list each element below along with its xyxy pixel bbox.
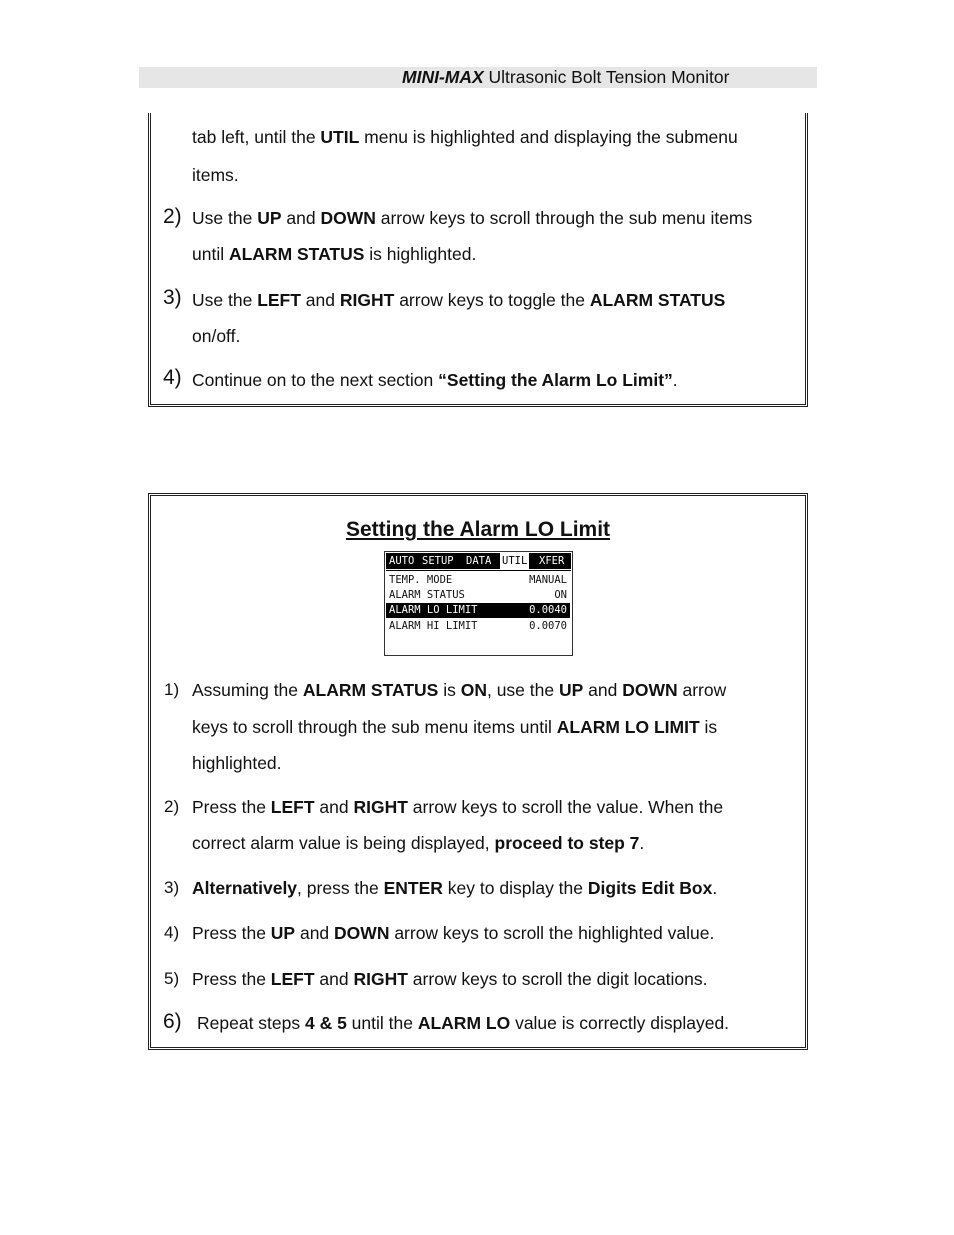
text: is [699,717,718,737]
menu-row-value: MANUAL [529,574,567,586]
text-bold: Digits Edit Box [587,878,713,898]
text: and [295,923,335,943]
tab-xfer: XFER [539,555,565,567]
text-bold: proceed to step 7 [494,833,640,853]
text: items. [192,165,239,185]
box1-line-util [192,126,738,148]
menu-row-highlighted [386,603,570,618]
text: and [583,680,623,700]
tab-util: UTIL [502,555,528,567]
text-bold: UP [257,208,282,228]
text: correct alarm value is being displayed, [192,833,495,853]
menu-row [386,619,570,634]
text-bold: ALARM LO LIMIT [556,717,700,737]
text: arrow keys to scroll through the sub menu items [375,208,753,228]
box2-step2-line1 [192,796,723,818]
box2-step1-line3 [192,752,282,774]
menu-row-value: 0.0040 [529,604,567,616]
step-number: 2) [164,797,180,816]
box2-step3-line1 [192,877,717,899]
text: and [314,969,354,989]
menu-row-label: TEMP. MODE [389,574,453,586]
text: and [300,290,340,310]
text-bold: 4 & 5 [304,1013,347,1033]
menu-tab-bar [386,553,571,569]
text: Use the [192,208,258,228]
box1-step4-line1 [192,369,678,391]
text: Assuming the [192,680,303,700]
text: . [639,833,645,853]
box1-step3-line2 [192,325,240,347]
box2-step1-line1 [192,679,726,701]
step-number: 1) [164,680,180,699]
menu-row-value: 0.0070 [529,620,567,632]
text: , press the [297,878,384,898]
text: Press the [192,797,271,817]
text: is highlighted. [364,244,477,264]
text-bold: ON [460,680,487,700]
box1-step2-line2 [192,243,476,265]
text-bold: ALARM LO [417,1013,511,1033]
device-screen [384,551,573,656]
text: arrow keys to toggle the [394,290,590,310]
step-number: 6) [163,1010,182,1033]
text-bold: UP [558,680,584,700]
text: until [192,244,229,264]
menu-row-label: ALARM LO LIMIT [389,604,478,616]
text: Press the [192,969,271,989]
text-bold: DOWN [320,208,376,228]
text-bold: ALARM STATUS [228,244,365,264]
text-bold: “Setting the Alarm Lo Limit” [438,370,673,390]
box2-step4-line1 [192,922,714,944]
text-bold: LEFT [270,797,315,817]
text: is [438,680,461,700]
box2-step2-line2 [192,832,644,854]
text: and [314,797,354,817]
box1-step2-line1 [192,207,752,229]
section-title: Setting the Alarm LO Limit [345,518,611,541]
text-bold: ALARM STATUS [589,290,726,310]
text: tab left, until the [192,127,321,147]
text: and [281,208,321,228]
header-product-name: MINI-MAX [402,67,484,87]
step-number: 4) [164,923,180,942]
text-bold: DOWN [622,680,678,700]
screen-divider [386,570,571,571]
text: keys to scroll through the sub menu items until [192,717,557,737]
header-title: Ultrasonic Bolt Tension Monitor [483,67,730,87]
tab-data: DATA [466,555,492,567]
text: Press the [192,923,271,943]
text: . [672,370,678,390]
box2-step1-line2 [192,716,717,738]
step-number: 3) [163,286,182,309]
text: arrow keys to scroll the digit locations. [407,969,708,989]
text-bold: DOWN [334,923,390,943]
text: . [712,878,718,898]
text-bold: LEFT [257,290,301,310]
menu-row [386,588,570,603]
text-bold: RIGHT [353,969,408,989]
text-bold: RIGHT [339,290,395,310]
text: Use the [192,290,258,310]
text: arrow keys to scroll the highlighted value. [389,923,715,943]
step-number: 4) [163,366,182,389]
text-bold: ALARM STATUS [302,680,439,700]
text: Repeat steps [197,1013,305,1033]
box1-step3-line1 [192,289,725,311]
text: arrow keys to scroll the value. When the [407,797,724,817]
menu-row [386,573,570,588]
text-bold: LEFT [270,969,315,989]
menu-row-label: ALARM HI LIMIT [389,620,478,632]
step-number: 3) [164,878,180,897]
text: arrow [677,680,727,700]
text-bold: Alternatively [192,878,298,898]
text: menu is highlighted and displaying the submenu [359,127,738,147]
page-header [402,67,729,88]
text: highlighted. [192,753,282,773]
text: until the [346,1013,418,1033]
step-number: 5) [164,969,180,988]
box2-step5-line1 [192,968,708,990]
text-bold: UP [270,923,296,943]
text: key to display the [442,878,588,898]
tab-auto: AUTO [389,555,415,567]
text-bold: RIGHT [353,797,408,817]
text: , use the [486,680,559,700]
text: Continue on to the next section [192,370,439,390]
text: value is correctly displayed. [510,1013,730,1033]
step-number: 2) [163,205,182,228]
menu-row-value: ON [554,589,567,601]
tab-setup: SETUP [422,555,454,567]
text-bold: UTIL [320,127,360,147]
text: on/off. [192,326,241,346]
menu-row-label: ALARM STATUS [389,589,465,601]
text-bold: ENTER [383,878,443,898]
box2-step6-line1 [197,1012,729,1034]
box1-line-items [192,164,239,186]
